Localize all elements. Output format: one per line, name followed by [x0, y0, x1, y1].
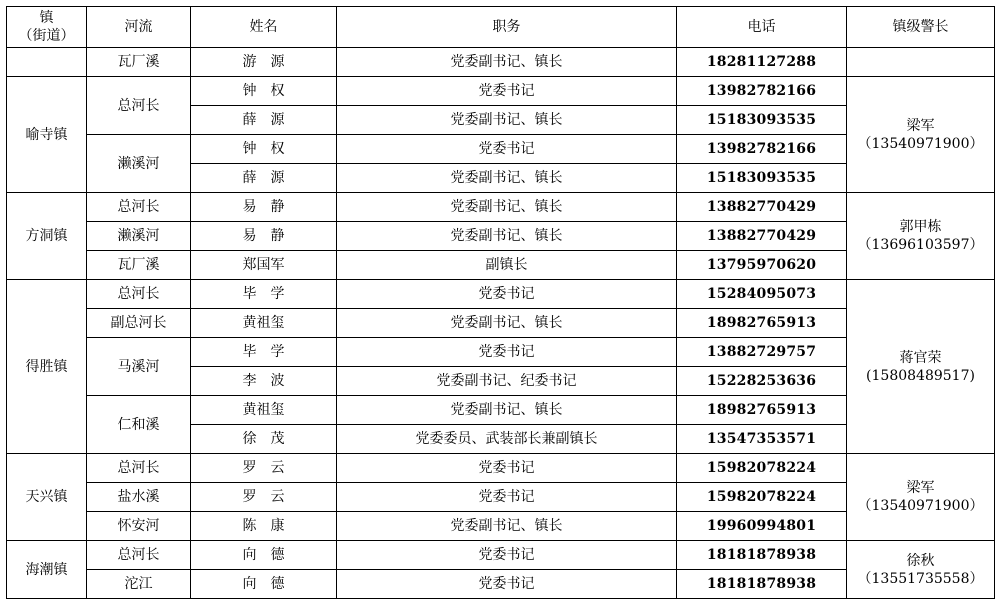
name-cell: 陈 康: [191, 512, 337, 541]
header-police: 镇级警长: [847, 7, 995, 48]
river-cell: 瓦厂溪: [87, 251, 191, 280]
duty-cell: 党委副书记、纪委书记: [337, 367, 677, 396]
table-row: [7, 251, 995, 280]
river-cell: 瓦厂溪: [87, 48, 191, 77]
river-cell: 仁和溪: [87, 396, 191, 454]
table-row: [7, 309, 995, 338]
name-cell: 黄祖玺: [191, 309, 337, 338]
duty-cell: 党委副书记、镇长: [337, 512, 677, 541]
phone-cell: 15284095073: [677, 280, 847, 309]
phone-cell: 15982078224: [677, 483, 847, 512]
name-cell: 李 波: [191, 367, 337, 396]
river-cell: 濑溪河: [87, 135, 191, 193]
header-duty: 职务: [337, 7, 677, 48]
duty-cell: 党委委员、武装部长兼副镇长: [337, 425, 677, 454]
name-cell: 游 源: [191, 48, 337, 77]
river-chief-table: [6, 6, 995, 599]
river-cell: 濑溪河: [87, 222, 191, 251]
duty-cell: 党委副书记、镇长: [337, 193, 677, 222]
name-cell: 薛 源: [191, 106, 337, 135]
river-cell: 沱江: [87, 570, 191, 599]
table-row: [7, 541, 995, 570]
table-row: [7, 193, 995, 222]
river-cell: 总河长: [87, 193, 191, 222]
phone-cell: 18181878938: [677, 541, 847, 570]
name-cell: 郑国军: [191, 251, 337, 280]
table-row: [7, 77, 995, 106]
phone-cell: 13547353571: [677, 425, 847, 454]
phone-cell: 15183093535: [677, 106, 847, 135]
river-cell: 总河长: [87, 77, 191, 135]
phone-cell: 18181878938: [677, 570, 847, 599]
name-cell: 徐 茂: [191, 425, 337, 454]
phone-cell: 13982782166: [677, 135, 847, 164]
name-cell: 钟 权: [191, 77, 337, 106]
phone-cell: 15228253636: [677, 367, 847, 396]
duty-cell: 党委书记: [337, 135, 677, 164]
header-river: 河流: [87, 7, 191, 48]
name-cell: 薛 源: [191, 164, 337, 193]
duty-cell: 党委副书记、镇长: [337, 222, 677, 251]
table-row: [7, 396, 995, 425]
river-cell: 马溪河: [87, 338, 191, 396]
table-row: [7, 454, 995, 483]
duty-cell: 党委书记: [337, 483, 677, 512]
river-cell: 盐水溪: [87, 483, 191, 512]
name-cell: 毕 学: [191, 280, 337, 309]
duty-cell: 党委书记: [337, 541, 677, 570]
river-cell: 总河长: [87, 280, 191, 309]
header-town: 镇 （街道）: [7, 7, 87, 48]
phone-cell: 13982782166: [677, 77, 847, 106]
name-cell: 易 静: [191, 222, 337, 251]
police-cell: 梁军 （13540971900）: [847, 454, 995, 541]
duty-cell: 党委书记: [337, 454, 677, 483]
phone-cell: 13882770429: [677, 193, 847, 222]
name-cell: 毕 学: [191, 338, 337, 367]
police-cell: 梁军 （13540971900）: [847, 77, 995, 193]
table-row: [7, 48, 995, 77]
phone-cell: 13882770429: [677, 222, 847, 251]
name-cell: 黄祖玺: [191, 396, 337, 425]
header-phone: 电话: [677, 7, 847, 48]
table-row: [7, 512, 995, 541]
town-cell: 喻寺镇: [7, 77, 87, 193]
name-cell: 钟 权: [191, 135, 337, 164]
town-cell: 海潮镇: [7, 541, 87, 599]
name-cell: 易 静: [191, 193, 337, 222]
table-row: [7, 483, 995, 512]
duty-cell: 党委书记: [337, 570, 677, 599]
town-cell: 天兴镇: [7, 454, 87, 541]
header-row: [7, 7, 995, 48]
phone-cell: 18982765913: [677, 309, 847, 338]
phone-cell: 15183093535: [677, 164, 847, 193]
phone-cell: 18281127288: [677, 48, 847, 77]
name-cell: 向 德: [191, 570, 337, 599]
header-name: 姓名: [191, 7, 337, 48]
duty-cell: 党委副书记、镇长: [337, 396, 677, 425]
duty-cell: 党委副书记、镇长: [337, 48, 677, 77]
river-cell: 副总河长: [87, 309, 191, 338]
name-cell: 罗 云: [191, 483, 337, 512]
duty-cell: 党委书记: [337, 77, 677, 106]
name-cell: 罗 云: [191, 454, 337, 483]
name-cell: 向 德: [191, 541, 337, 570]
duty-cell: 党委书记: [337, 338, 677, 367]
phone-cell: 13882729757: [677, 338, 847, 367]
police-cell: 郭甲栋 （13696103597）: [847, 193, 995, 280]
river-cell: 总河长: [87, 541, 191, 570]
duty-cell: 党委书记: [337, 280, 677, 309]
table-row: [7, 570, 995, 599]
duty-cell: 党委副书记、镇长: [337, 309, 677, 338]
police-cell: 徐秋 （13551735558）: [847, 541, 995, 599]
table-row: [7, 222, 995, 251]
phone-cell: 19960994801: [677, 512, 847, 541]
river-cell: 怀安河: [87, 512, 191, 541]
river-cell: 总河长: [87, 454, 191, 483]
town-cell: 得胜镇: [7, 280, 87, 454]
duty-cell: 党委副书记、镇长: [337, 164, 677, 193]
phone-cell: 18982765913: [677, 396, 847, 425]
duty-cell: 副镇长: [337, 251, 677, 280]
police-cell: 蒋官荣 (15808489517): [847, 280, 995, 454]
phone-cell: 15982078224: [677, 454, 847, 483]
table-row: [7, 280, 995, 309]
town-cell: 方洞镇: [7, 193, 87, 280]
town-cell: [7, 48, 87, 77]
phone-cell: 13795970620: [677, 251, 847, 280]
duty-cell: 党委副书记、镇长: [337, 106, 677, 135]
police-cell: [847, 48, 995, 77]
table-row: [7, 135, 995, 164]
table-row: [7, 338, 995, 367]
